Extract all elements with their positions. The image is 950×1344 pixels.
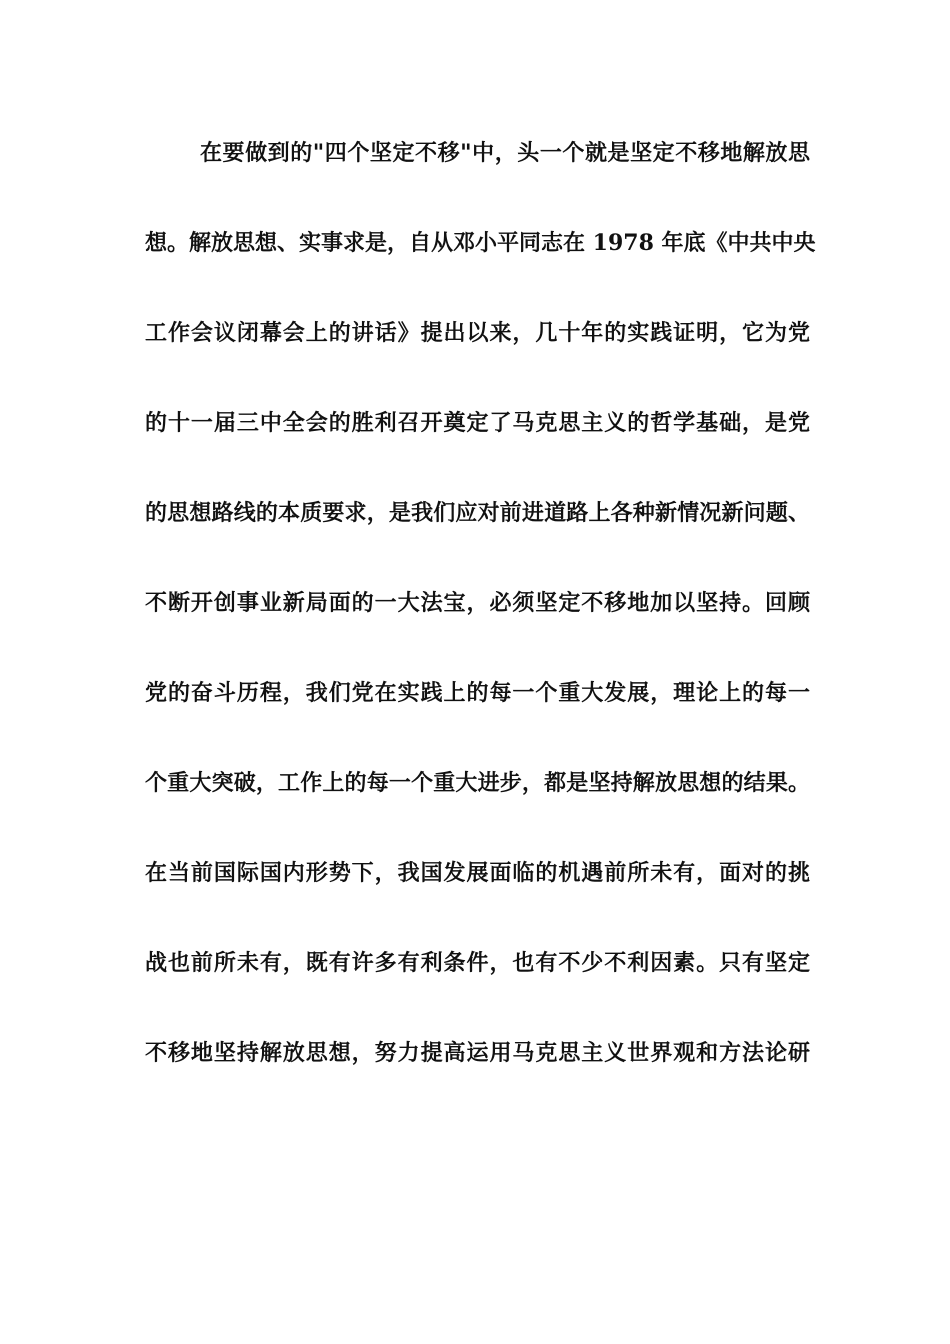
paragraph-line: 在当前国际国内形势下，我国发展面临的机遇前所未有，面对的挑 [145,860,810,886]
paragraph-line: 工作会议闭幕会上的讲话》提出以来，几十年的实践证明，它为党 [145,320,810,346]
paragraph-line: 不断开创事业新局面的一大法宝，必须坚定不移地加以坚持。回顾 [145,590,810,616]
paragraph-line: 的思想路线的本质要求，是我们应对前进道路上各种新情况新问题、 [145,500,810,526]
paragraph-line: 个重大突破，工作上的每一个重大进步，都是坚持解放思想的结果。 [145,770,810,796]
paragraph-line: 不移地坚持解放思想，努力提高运用马克思主义世界观和方法论研 [145,1040,810,1066]
paragraph-line: 想。解放思想、实事求是，自从邓小平同志在 1978 年底《中共中央 [145,230,816,256]
paragraph-line: 战也前所未有，既有许多有利条件，也有不少不利因素。只有坚定 [145,950,810,976]
paragraph-line: 党的奋斗历程，我们党在实践上的每一个重大发展，理论上的每一 [145,680,810,706]
paragraph-line: 在要做到的"四个坚定不移"中，头一个就是坚定不移地解放思 [200,140,810,166]
paragraph-line: 的十一届三中全会的胜利召开奠定了马克思主义的哲学基础，是党 [145,410,810,436]
